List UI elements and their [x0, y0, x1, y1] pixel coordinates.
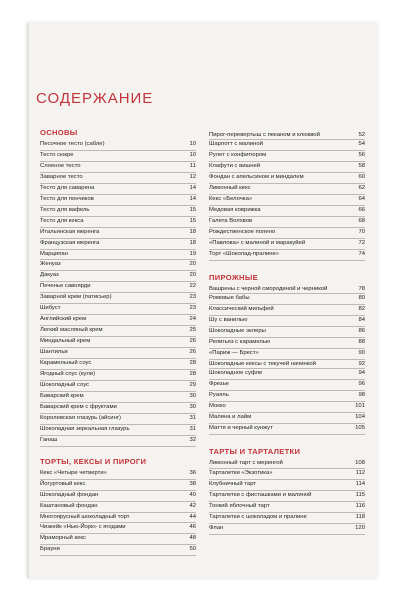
toc-entry-label: Торт «Шоколад-пралине»	[209, 250, 280, 257]
toc-entry-page: 26	[189, 349, 196, 356]
toc-entry-label: Карамельный соус	[40, 360, 92, 367]
toc-entry-page: 88	[358, 338, 365, 345]
toc-entry-label: Мраморный кекс	[40, 535, 86, 542]
toc-entry	[40, 513, 196, 524]
toc-entry	[209, 173, 365, 184]
toc-entry-label: Шоколадные эклеры	[209, 327, 266, 334]
toc-entry-page: 20	[189, 261, 196, 268]
toc-entry	[40, 184, 196, 195]
toc-entry-label: Баварский крем с фруктами	[40, 403, 117, 410]
toc-entry-label: Тесто для пончиков	[40, 195, 94, 202]
toc-entry	[40, 491, 196, 502]
toc-entry	[40, 140, 196, 151]
toc-entry	[209, 369, 365, 380]
toc-entry-page: 94	[358, 369, 365, 376]
toc-entry-page: 28	[189, 371, 196, 378]
toc-entry	[40, 326, 196, 337]
toc-entry-page: 84	[358, 316, 365, 323]
toc-entry	[40, 315, 196, 326]
toc-entry-page: 50	[189, 546, 196, 553]
toc-entry	[40, 348, 196, 359]
toc-entry	[209, 413, 365, 424]
toc-entry-label: Тесто для кекса	[40, 217, 84, 224]
toc-entry	[209, 469, 365, 480]
toc-entry-label: Миндальный крем	[40, 338, 91, 345]
toc-entry	[40, 502, 196, 513]
toc-entry-label: Кекс «Белочка»	[209, 195, 253, 202]
toc-entry-page: 118	[355, 514, 365, 521]
toc-entry-page: 82	[358, 305, 365, 312]
toc-entry-page: 20	[189, 272, 196, 279]
toc-entry-label: Вашрены с черной смородиной и черникой	[209, 285, 328, 292]
toc-entry-page: 56	[358, 152, 365, 159]
toc-entry-label: Шоколадные кексы с текучей начинкой	[209, 360, 316, 367]
toc-entry	[40, 151, 196, 162]
toc-entry	[209, 206, 365, 217]
toc-entry-page: 14	[189, 195, 196, 202]
toc-entry-page: 36	[189, 469, 196, 476]
toc-entry-label: Лимонный тарт с меренгой	[209, 459, 283, 466]
toc-entry-label: Королевская глазурь (айсинг)	[40, 414, 121, 421]
toc-entry	[209, 217, 365, 228]
toc-entry	[40, 414, 196, 425]
toc-entry-label: Лимонный кекс	[209, 185, 251, 192]
toc-entry-page: 114	[355, 481, 365, 488]
toc-entry-page: 42	[189, 502, 196, 509]
toc-entry	[209, 294, 365, 305]
toc-entry	[209, 391, 365, 402]
toc-entry-page: 24	[189, 316, 196, 323]
toc-entry	[209, 316, 365, 327]
toc-entry-label: Ягодный соус (кули)	[40, 371, 96, 378]
toc-entry	[40, 173, 196, 184]
toc-entry-label: Шарлотт с малиной	[209, 141, 263, 148]
toc-entry	[209, 228, 365, 239]
book-page	[27, 23, 377, 578]
toc-entry-label: Английский крем	[40, 316, 87, 323]
toc-entry-label: Женуаз	[40, 261, 61, 268]
toc-entry-label: Печенье савоярди	[40, 283, 91, 290]
toc-entry-page: 46	[189, 524, 196, 531]
toc-entry-label: Шоколадная зеркальная глазурь	[40, 425, 130, 432]
toc-entry	[40, 260, 196, 271]
toc-entry	[40, 436, 196, 447]
toc-entry-page: 10	[189, 151, 196, 158]
toc-entry	[209, 184, 365, 195]
toc-entry-page: 44	[189, 513, 196, 520]
toc-entry-label: Шоколадный соус	[40, 381, 90, 388]
toc-entry-label: Тесто сюкре	[40, 151, 74, 158]
toc-entry	[40, 217, 196, 228]
toc-entry-label: Шантильи	[40, 349, 68, 356]
toc-entry-label: Заварное тесто	[40, 173, 83, 180]
toc-entry-page: 26	[189, 338, 196, 345]
toc-right-column	[209, 131, 365, 535]
toc-entry-label: Флан	[209, 525, 224, 532]
toc-entry-label: Брауни	[40, 546, 60, 553]
toc-entry-page: 108	[355, 459, 365, 466]
toc-entry-page: 40	[189, 491, 196, 498]
toc-list-torty-continued	[209, 131, 365, 261]
toc-entry-page: 12	[189, 173, 196, 180]
toc-entry-page: 80	[358, 294, 365, 301]
toc-entry-label: Пирог-перевертыш с пеканом и клюквой	[209, 132, 320, 138]
toc-entry-label: Фондан с апельсином и миндалем	[209, 174, 304, 181]
toc-entry-label: Французская меренга	[40, 239, 100, 246]
toc-entry-label: Шу с ванилью	[209, 316, 248, 323]
toc-entry-label: Тарталетки с шоколадом и пралине	[209, 514, 307, 521]
toc-entry-page: 72	[358, 239, 365, 246]
toc-entry-label: Шибуст	[40, 305, 61, 312]
toc-entry-page: 25	[189, 327, 196, 334]
toc-entry-page: 15	[189, 217, 196, 224]
toc-entry-label: Фрезье	[209, 380, 229, 387]
toc-entry	[40, 545, 196, 556]
toc-entry	[209, 402, 365, 413]
toc-entry-page: 48	[189, 535, 196, 542]
toc-entry-page: 86	[358, 327, 365, 334]
toc-entry-page: 70	[358, 228, 365, 235]
toc-entry	[40, 293, 196, 304]
toc-entry	[40, 304, 196, 315]
toc-entry-page: 112	[355, 470, 365, 477]
toc-entry	[209, 349, 365, 360]
toc-entry-page: 30	[189, 392, 196, 399]
toc-entry-page: 58	[358, 163, 365, 170]
toc-entry-page: 104	[355, 413, 365, 420]
toc-entry	[209, 195, 365, 206]
toc-entry-label: Кекс «Четыре четверти»	[40, 469, 107, 476]
toc-entry-page: 74	[358, 250, 365, 257]
toc-entry-label: Тарталетки «Экзотика»	[209, 470, 273, 477]
toc-entry-label: Тарталетки с фисташками и малиной	[209, 492, 312, 499]
toc-entry	[40, 523, 196, 534]
toc-entry	[209, 162, 365, 173]
toc-entry-label: Легкий масляный крем	[40, 327, 103, 334]
toc-entry-page: 18	[189, 239, 196, 246]
toc-entry-label: Руаяль	[209, 391, 229, 398]
toc-entry-page: 14	[189, 184, 196, 191]
toc-entry	[209, 250, 365, 261]
toc-entry	[40, 162, 196, 173]
toc-entry-label: Клафути с вишней	[209, 163, 261, 170]
toc-entry	[40, 228, 196, 239]
section-title-osnovy: ОСНОВЫ	[40, 128, 78, 137]
toc-entry	[40, 239, 196, 250]
toc-entry-page: 23	[189, 294, 196, 301]
toc-entry	[209, 491, 365, 502]
toc-entry	[209, 502, 365, 513]
toc-entry-page: 29	[189, 381, 196, 388]
toc-entry-page: 54	[358, 141, 365, 148]
toc-entry-page: 18	[189, 228, 196, 235]
toc-entry-page: 98	[358, 391, 365, 398]
toc-entry-page: 105	[355, 424, 365, 431]
toc-entry	[209, 131, 365, 140]
toc-entry-page: 38	[189, 480, 196, 487]
toc-entry-page: 22	[189, 283, 196, 290]
toc-entry	[40, 381, 196, 392]
toc-entry-page: 30	[189, 403, 196, 410]
section-title-tarty: ТАРТЫ И ТАРТАЛЕТКИ	[209, 446, 301, 456]
toc-entry-label: Йогуртовый кекс	[40, 480, 86, 487]
toc-entry-page: 101	[355, 402, 365, 409]
section-title-pirozhnye: ПИРОЖНЫЕ	[209, 272, 258, 282]
section-title-torty: ТОРТЫ, КЕКСЫ И ПИРОГИ	[40, 456, 147, 466]
toc-entry	[209, 327, 365, 338]
toc-list-pirozhnye	[209, 285, 365, 435]
toc-entry-label: Мокко	[209, 402, 226, 409]
toc-entry-label: Религьез с карамелью	[209, 338, 271, 345]
toc-entry-page: 92	[358, 360, 365, 367]
toc-entry	[209, 239, 365, 250]
toc-entry	[209, 140, 365, 151]
toc-entry	[40, 271, 196, 282]
toc-entry-label: Дакуаз	[40, 272, 59, 279]
toc-entry-label: Ромовые бабы	[209, 294, 250, 301]
toc-entry-label: Рождественское полено	[209, 228, 276, 235]
toc-entry-label: Малина и лайм	[209, 413, 252, 420]
toc-entry-label: «Павлова» с малиной и маракуйей	[209, 239, 306, 246]
toc-list-tarty	[209, 459, 365, 536]
toc-entry-label: Тесто для саварена	[40, 184, 95, 191]
toc-entry-label: Итальянская меренга	[40, 228, 100, 235]
toc-entry-label: «Париж — Брест»	[209, 349, 259, 356]
toc-entry	[209, 480, 365, 491]
toc-entry	[40, 425, 196, 436]
toc-entry	[209, 360, 365, 369]
toc-entry-page: 15	[189, 206, 196, 213]
toc-entry-page: 28	[189, 360, 196, 367]
toc-entry	[40, 359, 196, 370]
toc-entry-page: 31	[189, 414, 196, 421]
toc-entry	[209, 524, 365, 535]
toc-entry	[40, 250, 196, 261]
toc-entry-label: Заварной крем (патисьер)	[40, 294, 112, 301]
toc-entry	[40, 480, 196, 491]
toc-entry	[40, 206, 196, 217]
toc-left-column	[40, 128, 196, 556]
toc-entry	[209, 305, 365, 316]
toc-list-torty	[40, 469, 196, 557]
toc-entry	[40, 469, 196, 480]
toc-entry-label: Каштановый фондан	[40, 502, 98, 509]
toc-entry-label: Многоярусный шоколадный торт	[40, 513, 130, 520]
toc-entry-label: Шоколадный фондан	[40, 491, 99, 498]
toc-entry-label: Галета Волхвов	[209, 217, 253, 224]
toc-entry-page: 19	[189, 250, 196, 257]
toc-entry-page: 66	[358, 206, 365, 213]
toc-entry-page: 62	[358, 185, 365, 192]
toc-entry-label: Классический мильфей	[209, 305, 274, 312]
toc-entry-label: Слоеное тесто	[40, 162, 81, 169]
toc-entry-page: 60	[358, 174, 365, 181]
toc-list-osnovy	[40, 140, 196, 447]
toc-entry	[209, 151, 365, 162]
toc-entry-label: Тесто для вафель	[40, 206, 90, 213]
toc-entry-label: Рулет с конфитюром	[209, 152, 267, 159]
toc-entry	[40, 403, 196, 414]
toc-entry	[40, 337, 196, 348]
toc-entry-page: 116	[355, 503, 365, 510]
toc-entry	[40, 370, 196, 381]
toc-entry-label: Клубничный тарт	[209, 481, 257, 488]
toc-entry-label: Чизкейк «Нью-Йорк» с ягодами	[40, 524, 126, 531]
toc-entry	[209, 285, 365, 294]
toc-entry-label: Ганаш	[40, 436, 58, 443]
toc-entry-label: Маття и черный кунжут	[209, 424, 273, 431]
toc-entry-page: 64	[358, 195, 365, 202]
toc-entry-page: 31	[189, 425, 196, 432]
toc-entry-label: Тонкий яблочный тарт	[209, 503, 270, 510]
toc-entry	[209, 338, 365, 349]
toc-entry	[40, 282, 196, 293]
toc-entry-page: 52	[358, 132, 365, 138]
toc-entry	[40, 195, 196, 206]
toc-entry-page: 23	[189, 305, 196, 312]
toc-entry	[209, 424, 365, 435]
page-title: СОДЕРЖАНИЕ	[36, 90, 154, 107]
toc-entry	[209, 513, 365, 524]
toc-entry-page: 68	[358, 217, 365, 224]
toc-entry-label: Баварский крем	[40, 392, 84, 399]
toc-entry	[40, 392, 196, 403]
toc-entry-label: Марципан	[40, 250, 68, 257]
toc-entry-label: Медовая коврижка	[209, 206, 261, 213]
toc-entry-page: 115	[355, 492, 365, 499]
toc-entry-page: 96	[358, 380, 365, 387]
toc-entry-page: 11	[189, 162, 196, 169]
toc-entry-label: Шоколадное суфле	[209, 369, 263, 376]
toc-entry-page: 32	[189, 436, 196, 443]
toc-entry-label: Песочное тесто (сабле)	[40, 141, 105, 147]
toc-entry-page: 90	[358, 349, 365, 356]
toc-entry-page: 120	[355, 525, 365, 532]
toc-entry	[209, 380, 365, 391]
toc-entry-page: 10	[189, 141, 196, 147]
toc-entry	[40, 534, 196, 545]
toc-entry-page: 78	[358, 285, 365, 292]
toc-entry	[209, 459, 365, 470]
